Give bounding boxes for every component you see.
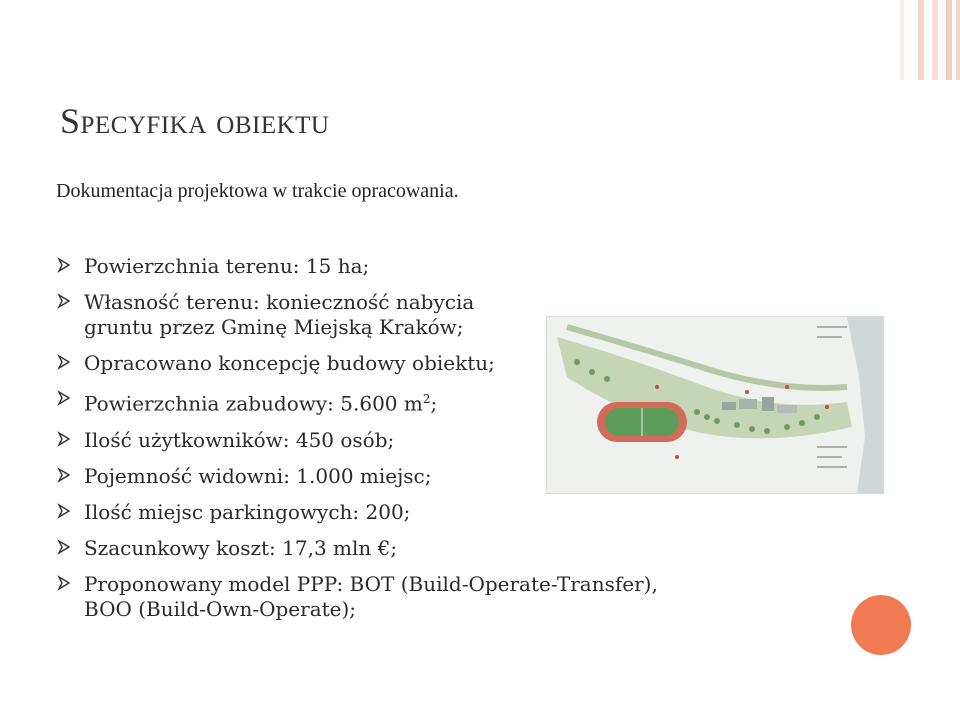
arrow-bullet-icon bbox=[56, 431, 72, 447]
superscript: 2 bbox=[422, 392, 431, 406]
bullet-text: Pojemność widowni: 1.000 miejsc; bbox=[84, 463, 432, 488]
decorative-circle bbox=[851, 595, 911, 655]
bullet-text: Powierzchnia terenu: 15 ha; bbox=[84, 254, 370, 278]
arrow-bullet-icon bbox=[56, 390, 72, 406]
bullet-text-line2: gruntu przez Gminę Miejską Kraków; bbox=[84, 315, 464, 339]
bullet-item bbox=[56, 536, 658, 561]
arrow-bullet-icon bbox=[56, 257, 72, 273]
bullet-text-after: ; bbox=[430, 391, 438, 416]
intro-text: Dokumentacja projektowa w trakcie opracowania. bbox=[56, 180, 459, 202]
bullet-text: Opracowano koncepcję budowy obiektu; bbox=[84, 351, 495, 375]
bullet-text-line2: BOO (Build-Own-Operate); bbox=[84, 596, 357, 621]
decorative-stripes bbox=[900, 0, 960, 80]
bullet-text: Ilość użytkowników: 450 osób; bbox=[84, 427, 395, 452]
arrow-bullet-icon bbox=[56, 293, 72, 309]
bullet-item bbox=[56, 500, 658, 525]
arrow-bullet-icon bbox=[56, 467, 72, 483]
site-plan-image bbox=[546, 316, 884, 494]
arrow-bullet-icon bbox=[56, 575, 72, 591]
slide-title: Specyfika obiektu bbox=[60, 101, 330, 141]
bullet-text-line1: Własność terenu: konieczność nabycia bbox=[84, 290, 475, 314]
bullet-text-line1: Proponowany model PPP: BOT (Build-Operate-Transfer), bbox=[84, 571, 658, 596]
bullet-text-before: Powierzchnia zabudowy: 5.600 m bbox=[84, 391, 423, 416]
bullet-text: Szacunkowy koszt: 17,3 mln €; bbox=[84, 535, 398, 560]
bullet-item bbox=[56, 572, 658, 622]
bullet-text: Ilość miejsc parkingowych: 200; bbox=[84, 499, 411, 524]
arrow-bullet-icon bbox=[56, 503, 72, 519]
arrow-bullet-icon bbox=[56, 354, 72, 370]
arrow-bullet-icon bbox=[56, 539, 72, 555]
site-plan-drawing bbox=[547, 317, 883, 493]
bullet-item bbox=[56, 254, 658, 279]
